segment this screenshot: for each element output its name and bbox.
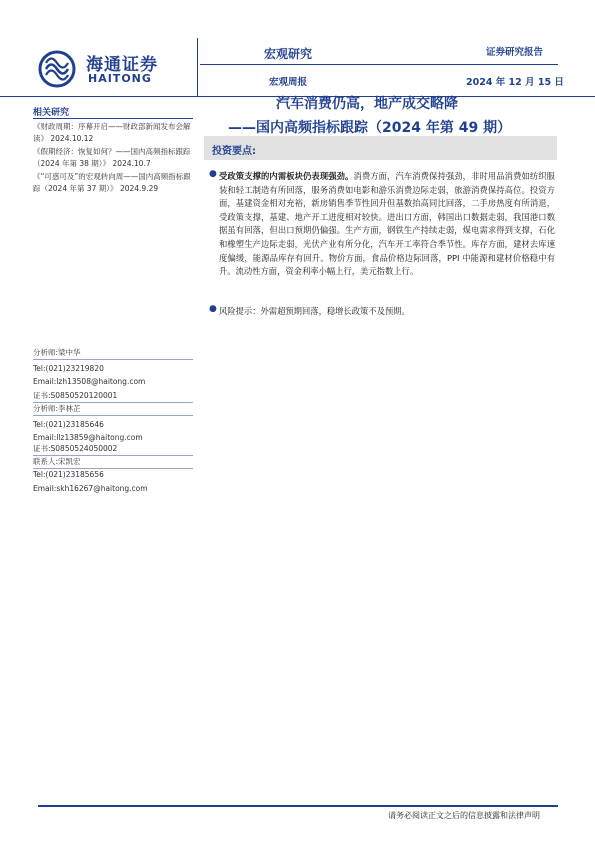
- related-research-title: 《财政周期：序幕开启——财政部新闻发布会解读》: [33, 122, 191, 143]
- related-research-rule: [33, 118, 193, 119]
- analyst-role: 分析师:梁中华: [33, 348, 81, 357]
- key-point-lead: 受政策支撑的内需板块仍表现强劲。: [219, 171, 354, 181]
- bullet-icon: ●: [209, 169, 217, 179]
- related-research-date: 2024.10.7: [112, 159, 151, 168]
- brand-logo: [38, 48, 178, 90]
- report-type: 证券研究报告: [486, 47, 544, 58]
- analyst-rule: [33, 455, 193, 456]
- key-points-banner: [204, 136, 557, 160]
- footer-rule: [38, 805, 558, 807]
- analyst-cert: 证书:S0850524050002: [33, 444, 118, 453]
- header-divider-vertical: [197, 38, 198, 96]
- related-research-item[interactable]: [33, 146, 193, 170]
- footer-disclaimer: 请务必阅读正文之后的信息披露和法律声明: [388, 811, 540, 820]
- key-point-body: 消费方面，汽车消费保持强劲，非时用品消费如纺织服装和轻工制造有所回落，服务消费如电影和游乐消费边际走弱，旅游消费保持高位。投资方面，基建资金相对充裕，新房销售季节性回升但基数抬高同比回落，二手房热度有所消退，受政策支撑，基建、地产开工进度相对较快。进出口方面，韩国出口数据走弱，我国港口数据虽有回落，但出口预期仍偏强。生产方面，钢铁生产持续走弱，煤电需求得到支撑，石化和橡塑生产边际走弱，光伏产业有所分化，汽车开工率符合季节性。库存方面，建材去库速度偏缓，能源品库存有回升。物价方面，食品价格边际回落，PPI 中能源和建材价格稳中有升。流动性方面，资金利率小幅上行，美元指数上行。: [219, 171, 555, 277]
- key-points-label: 投资要点:: [212, 146, 256, 157]
- related-research-date: 2024.10.12: [50, 134, 94, 143]
- analyst-tel: Tel:(021)23219820: [33, 364, 104, 373]
- header-divider-horizontal: [200, 64, 558, 65]
- brand-name-en: HAITONG: [88, 72, 152, 85]
- analyst-email[interactable]: Email:skh16267@haitong.com: [33, 484, 148, 493]
- analyst-rule: [33, 402, 193, 403]
- report-title: 汽车消费仍高，地产成交略降: [276, 96, 458, 112]
- analyst-email[interactable]: Email:llz13859@haitong.com: [33, 433, 143, 442]
- analyst-tel: Tel:(021)23185646: [33, 420, 104, 429]
- analyst-rule: [33, 415, 193, 416]
- related-research-date: 2024.9.29: [119, 184, 159, 193]
- risk-warning: 风险提示：外需超预期回落，稳增长政策不及预期。: [219, 306, 410, 316]
- bullet-icon: ●: [209, 304, 217, 314]
- key-point-paragraph: [219, 170, 555, 279]
- analyst-cert: 证书:S0850520120001: [33, 391, 118, 400]
- related-research-item[interactable]: [33, 121, 193, 145]
- related-research-heading: 相关研究: [33, 108, 70, 118]
- analyst-tel: Tel:(021)23185656: [33, 470, 104, 479]
- haitong-logo-icon: [38, 50, 76, 88]
- report-subtitle: ——国内高频指标跟踪（2024 年第 49 期）: [228, 120, 512, 136]
- analyst-rule: [33, 468, 193, 469]
- analyst-email[interactable]: Email:lzh13508@haitong.com: [33, 377, 146, 386]
- related-research-title: 《假期经济：恢复如何？——国内高频指标跟踪（2024 年第 38 期）》: [33, 147, 191, 168]
- brand-name-cn: 海通证券: [86, 55, 158, 75]
- related-research-title: 《“可惑可及”的宏观转向周——国内高频指标跟踪（2024 年第 37 期）》: [33, 172, 191, 193]
- report-category: 宏观研究: [263, 47, 312, 61]
- report-subtype: 宏观周报: [268, 77, 307, 88]
- analyst-role: 联系人:宋凯宏: [33, 457, 81, 466]
- analyst-rule: [33, 359, 193, 360]
- analyst-role: 分析师:李林芷: [33, 404, 81, 413]
- report-date: 2024 年 12 月 15 日: [466, 77, 564, 88]
- related-research-item[interactable]: [33, 171, 193, 195]
